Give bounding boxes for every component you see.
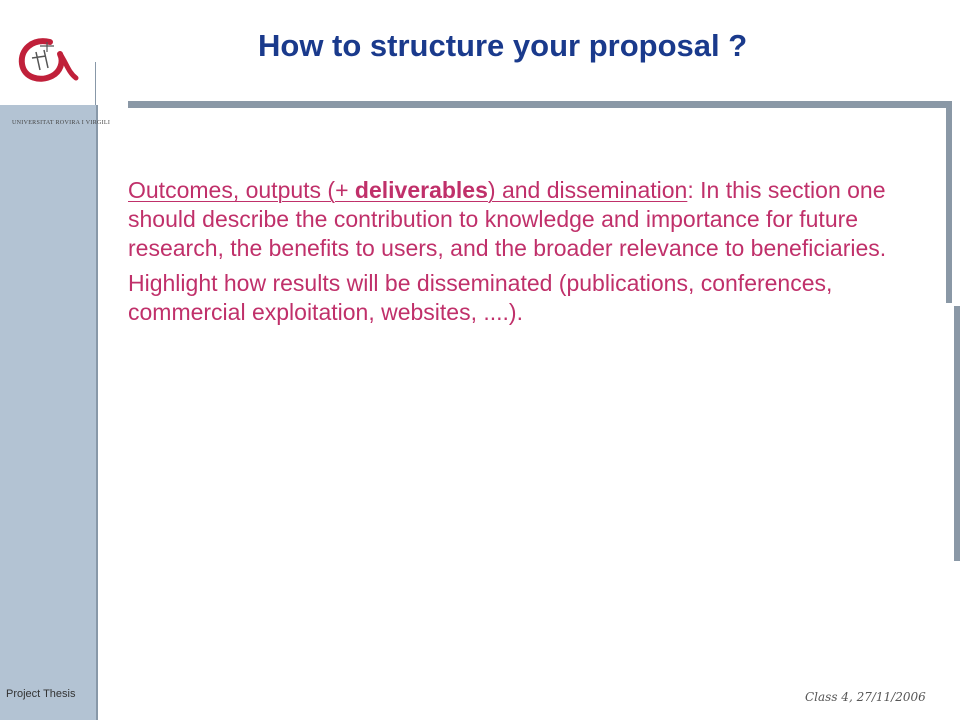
logo-divider (95, 62, 96, 105)
left-sidebar (0, 105, 98, 720)
section-heading: Outcomes, outputs (+ deliverables) and dissemination (128, 177, 688, 203)
title-rule (128, 101, 950, 108)
logo-caption: UNIVERSITAT ROVIRA I VIRGILI (12, 120, 111, 126)
footer-course: Project Thesis (6, 688, 76, 700)
paragraph-1: In this section one should describe the contribution to knowledge and importance for future research, the benefits to users, and the broader relevance to beneficiaries. (128, 177, 887, 261)
section-paragraph: Outcomes, outputs (+ deliverables) and dissemination: In this section one should describe the contribution to knowledge and importance for future research, the benefits to users, and the broader relevance to beneficiaries. (128, 177, 887, 261)
deliverables-bold: deliverables (354, 177, 488, 203)
right-rule-upper (946, 101, 952, 303)
university-seal-icon (10, 32, 90, 90)
right-rule-lower (954, 306, 960, 561)
logo-area (0, 30, 111, 126)
slide-title: How to structure your proposal ? (258, 28, 748, 63)
paragraph-2: Highlight how results will be disseminated (publications, conferences, commercial exploitation, websites, ....). (128, 270, 833, 325)
slide-content (128, 176, 918, 333)
footer-date: Class 4, 27/11/2006 (805, 690, 926, 704)
